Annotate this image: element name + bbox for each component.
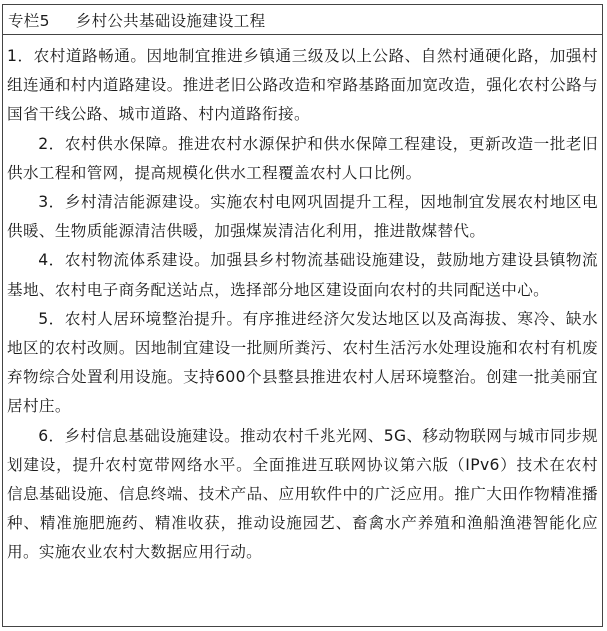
item-water: 2．农村供水保障。推进农村水源保护和供水保障工程建设，更新改造一批老旧供水工程和管网，提高规模化供水工程覆盖农村人口比例。 [7, 134, 598, 182]
column-title: 乡村公共基础设施建设工程 [75, 11, 266, 30]
item-energy: 3．乡村清洁能源建设。实施农村电网巩固提升工程，因地制宜发展农村地区电供暖、生物质能源清洁供暖，加强煤炭清洁化利用，推进散煤替代。 [7, 193, 598, 241]
column-header [3, 5, 602, 35]
item-environment: 5．农村人居环境整治提升。有序推进经济欠发达地区以及高海拔、寒冷、缺水地区的农村改厕。因地制宜建设一批厕所粪污、农村生活污水处理设施和农村有机废弃物综合处置利用设施。支持600个县整县推进农村人居环境整治。创建一批美丽宜居村庄。 [7, 309, 598, 416]
item-logistics: 4．农村物流体系建设。加强县乡村物流基础设施建设，鼓励地方建设县镇物流基地、农村电子商务配送站点，选择部分地区建设面向农村的共同配送中心。 [7, 251, 598, 299]
item-road: 1．农村道路畅通。因地制宜推进乡镇通三级及以上公路、自然村通硬化路，加强村组连通和村内道路建设。推进老旧公路改造和窄路基路面加宽改造，强化农村公路与国省干线公路、城市道路、村内道路衔接。 [7, 47, 598, 124]
column-content [3, 35, 602, 568]
column-number: 专栏5 [8, 11, 50, 30]
column-box [2, 4, 603, 627]
item-information: 6．乡村信息基础设施建设。推动农村千兆光网、5G、移动物联网与城市同步规划建设，提升农村宽带网络水平。全面推进互联网协议第六版（IPv6）技术在农村信息基础设施、信息终端、技术产品、应用软件中的广泛应用。推广大田作物精准播种、精准施肥施药、精准收获，推动设施园艺、畜禽水产养殖和渔船渔港智能化应用。实施农业农村大数据应用行动。 [7, 426, 598, 562]
